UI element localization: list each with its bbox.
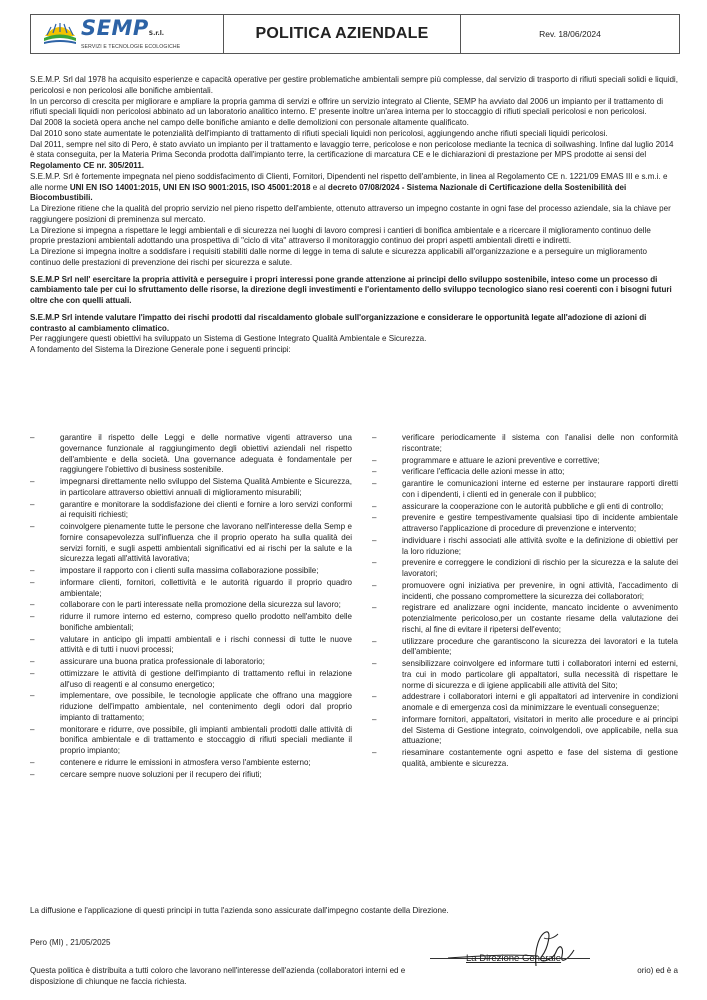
paragraph-requirements: La Direzione si impegna inoltre a soddisfare i requisiti stabiliti dalle norme di legge in tema di salute e sicurezza applicabili all'organizzazione e a perseguire un miglioramento continuo delle prestazioni di prevenzione dei rischi per sicurezza e salute. — [30, 247, 648, 267]
principle-text: prevenire e correggere le condizioni di rischio per la sicurezza e la salute dei lavoratori; — [402, 558, 678, 578]
distribution-line-2: disposizione di chiunque ne faccia richiesta. — [30, 976, 187, 986]
principle-text: informare clienti, fornitori, collettività e le autorità riguardo il proprio quadro ambientale; — [60, 577, 352, 598]
bullet-dash: – — [30, 724, 35, 734]
principle-text: assicurare la cooperazione con le autorità pubbliche e gli enti di controllo; — [402, 501, 664, 511]
principle-item — [372, 748, 678, 770]
bullet-dash: – — [30, 634, 35, 644]
principle-item — [30, 433, 352, 476]
principle-item — [372, 659, 678, 691]
distribution-line-1: Questa politica è distribuita a tutti coloro che lavorano nell'interesse dell'azienda (collaboratori interni ed e — [30, 966, 406, 975]
principle-item — [372, 558, 678, 580]
principle-item — [30, 669, 352, 691]
paragraph-climate: S.E.M.P Srl intende valutare l'impatto dei rischi prodotti dal riscaldamento globale sull'organizzazione e considerare le opportunità legate all'adozione di azioni di contrasto al cambiamento climatico. — [30, 312, 647, 333]
paragraph-system: Per raggiungere questi obiettivi ha sviluppato un Sistema di Gestione Integrato Qualità Ambientale e Sicurezza. — [30, 334, 427, 344]
bullet-dash: – — [372, 513, 377, 523]
sun-leaf-icon — [43, 22, 77, 46]
principle-item — [372, 479, 678, 501]
principle-text: registrare ed analizzare ogni incidente, mancato incidente o avvenimento potenzialmente pericoloso,per un costante riesame della valutazione dei rischi, al fine di evitare il ripetersi dell'evento; — [402, 603, 678, 634]
principle-item — [372, 536, 678, 558]
bullet-dash: – — [30, 577, 35, 587]
principle-text: collaborare con le parti interessate nella promozione della sicurezza sul lavoro; — [60, 600, 341, 610]
bullet-dash: – — [30, 657, 35, 666]
principle-text: informare fornitori, appaltatori, visitatori in merito alle procedure e ai principi del Sistema di Gestione integrato, coinvolgendoli, ove applicabile, nella sua attuazione; — [402, 714, 678, 746]
revision-label: Rev. 18/06/2024 — [539, 29, 601, 39]
principle-text: verificare l'efficacia delle azioni messe in atto; — [402, 467, 565, 477]
bullet-dash: – — [30, 757, 35, 767]
paragraph-history: S.E.M.P. Srl dal 1978 ha acquisito esperienze e capacità operative per gestire problematiche ambientali sempre più complesse, dal servizio di trasporto di rifiuti speciali solidi e liquidi, pericolosi e non pericolosi alle bonifiche ambientali. — [30, 75, 678, 95]
paragraph-2010: Dal 2010 sono state aumentate le potenzialità dell'impianto di trattamento di rifiuti speciali liquidi non pericolosi, aggiungendo anche rifiuti speciali liquidi pericolosi. — [30, 128, 608, 138]
bullet-dash: – — [30, 477, 35, 486]
principle-text: riesaminare costantemente ogni aspetto e fase del sistema di gestione qualità, ambiente e sicurezza. — [402, 748, 678, 768]
principle-item — [372, 692, 678, 714]
principle-item — [372, 456, 678, 467]
principle-text: ottimizzare le attività di gestione dell'impianto di trattamento reflui in relazione all'uso di reagenti e al consumo energetico; — [60, 668, 352, 689]
principle-item — [372, 637, 678, 659]
principle-text: ridurre il rumore interno ed esterno, compreso quello prodotto nell'ambito delle bonifiche ambientali; — [60, 612, 352, 632]
bullet-dash: – — [372, 501, 377, 511]
distribution-line-1-end: orio) ed è a — [637, 966, 678, 975]
bullet-dash: – — [30, 566, 35, 575]
principle-text: contenere e ridurre le emissioni in atmosfera verso l'ambiente esterno; — [60, 757, 311, 767]
bullet-dash: – — [30, 499, 35, 509]
closing-statement: La diffusione e l'applicazione di questi principi in tutta l'azienda sono assicurate dall'impegno costante della Direzione. — [30, 906, 449, 915]
bullet-dash: – — [30, 691, 35, 701]
principle-text: garantire e monitorare la soddisfazione dei clienti e fornire a loro servizi conformi ai requisiti richiesti; — [60, 499, 352, 520]
principle-item — [372, 513, 678, 535]
bullet-dash: – — [372, 479, 377, 488]
bullet-dash: – — [372, 636, 377, 646]
bullet-dash: – — [372, 659, 377, 668]
principle-text: monitorare e ridurre, ove possibile, gli impianti ambientali prodotti dalle attività di bonifica ambientale e di trattamento e stoccaggio di rifiuti speciali mediante il proprio impianto; — [60, 724, 352, 755]
bullet-dash: – — [372, 535, 377, 545]
principle-item — [372, 433, 678, 455]
principle-text: prevenire e gestire tempestivamente qualsiasi tipo di incidente ambientale attraverso l'applicazione di procedure di prevenzione e intervento; — [402, 513, 678, 533]
bullet-dash: – — [372, 558, 377, 568]
bullet-dash: – — [372, 455, 377, 465]
document-title: POLITICA AZIENDALE — [224, 15, 461, 53]
bullet-dash: – — [30, 769, 35, 779]
bullet-dash: – — [372, 748, 377, 757]
principle-item — [30, 566, 352, 577]
bullet-dash: – — [30, 522, 35, 531]
principle-text: implementare, ove possibile, le tecnologie applicate che offrano una maggiore riduzione dell'impatto ambientale, nel contenimento degli odori dal proprio impianto di trattamento; — [60, 691, 352, 722]
paragraph-laws: La Direzione si impegna a rispettare le leggi ambientali e di sicurezza nei luoghi di lavoro compresi i cantieri di bonifica ambientale e a ricercare il miglioramento continuo delle proprie prestazioni ambientali adottando una prospettiva di "ciclo di vita" attraverso il monitoraggio continuo dei propri aspetti ambientali diretti e indiretti. — [30, 225, 651, 246]
bullet-dash: – — [372, 433, 377, 442]
principle-item — [372, 715, 678, 747]
logo-cell — [31, 15, 224, 53]
policy-body — [30, 75, 678, 356]
principle-item — [30, 725, 352, 757]
principles-left-column — [30, 433, 352, 781]
principle-text: promuovere ogni iniziativa per prevenire, in ogni attività, l'accadimento di incidenti, che possano compromettere la sicurezza dei collaboratori; — [402, 580, 678, 601]
paragraph-sustainability: S.E.M.P Srl nell' esercitare la propria attività e perseguire i propri interessi pone grande attenzione ai principi dello sviluppo sostenibile, inteso come un processo di cambiamento tale per cui lo sfruttamento delle risorse, la direzione degli investimenti e l'orientamento dello sviluppo tecnologico siano resi coerenti con i bisogni futuri oltre che con quelli attuali. — [30, 274, 672, 305]
principle-item — [30, 612, 352, 634]
principle-item — [372, 581, 678, 603]
principle-item — [372, 603, 678, 635]
principle-text: impegnarsi direttamente nello sviluppo del Sistema Qualità Ambiente e Sicurezza, in particolare attraverso obiettivi annuali di miglioramento misurabili; — [60, 477, 352, 497]
bullet-dash: – — [372, 580, 377, 590]
signature-label: La Direzione Generale — [466, 953, 562, 964]
principle-text: programmare e attuare le azioni preventive e correttive; — [402, 455, 600, 465]
principle-text: verificare periodicamente il sistema con l'analisi delle non conformità riscontrate; — [402, 433, 678, 453]
principle-text: assicurare una buona pratica professionale di laboratorio; — [60, 657, 265, 666]
logo-tagline: SERVIZI E TECNOLOGIE ECOLOGICHE — [81, 43, 181, 50]
principle-text: addestrare i collaboratori interni e gli appaltatori ad intervenire in condizioni anomale e di emergenza così da minimizzare le eventuali conseguenze; — [402, 692, 678, 712]
principle-item — [372, 467, 678, 478]
paragraph-growth: In un percorso di crescita per migliorare e ampliare la propria gamma di servizi e offrire un servizio integrato al Cliente, SEMP ha avviato dal 2006 un impianto per il trattamento di rifiuti speciali liquidi non pericolosi abbinato ad un laboratorio analitico interno. E' presente inoltre un'area interna per lo stoccaggio di rifiuti speciali pericolosi e non pericolosi. — [30, 96, 664, 117]
principle-item — [30, 477, 352, 499]
bullet-dash: – — [372, 467, 377, 477]
principle-text: valutare in anticipo gli impatti ambientali e i rischi connessi di tutte le nuove attività e di tutti i nuovi processi; — [60, 634, 352, 655]
paragraph-asbestos: Dal 2008 la società opera anche nel campo delle bonifiche amianto e delle demolizioni con personale altamente qualificato. — [30, 118, 469, 127]
principle-item — [30, 758, 352, 769]
principle-text: individuare i rischi associati alle attività svolte e la definizione di obiettivi per la loro riduzione; — [402, 535, 678, 556]
principle-text: garantire le comunicazioni interne ed esterne per instaurare rapporti diretti con i dipendenti, i clienti ed in generale con il pubblico; — [402, 479, 678, 499]
principle-item — [30, 657, 352, 668]
bullet-dash: – — [372, 714, 377, 724]
principle-item — [30, 770, 352, 781]
distribution-note — [30, 966, 678, 988]
principle-text: cercare sempre nuove soluzioni per il recupero dei rifiuti; — [60, 769, 262, 779]
paragraph-quality: La Direzione ritiene che la qualità del proprio servizio nel pieno rispetto dell'ambiente, ottenuto attraverso un impegno costante in ogni fase del processo aziendale, sia la chiave per raggiungere posizioni di preminenza sul mercato. — [30, 204, 671, 224]
principle-text: impostare il rapporto con i clienti sulla massima collaborazione possibile; — [60, 566, 319, 575]
principle-item — [30, 635, 352, 657]
bullet-dash: – — [30, 433, 35, 442]
paragraph-certifications: S.E.M.P. Srl è fortemente impegnata nel pieno soddisfacimento di Clienti, Fornitori, Dipendenti nel rispetto dell'ambiente, in linea al Regolamento CE n. 1221/09 EMAS III e s.m.i. e alle norme UNI EN ISO 14001:2015, UNI EN ISO 9001:2015, ISO 45001:2018 e al decreto 07/08/2024 - Sistema Nazionale di Certificazione della Sostenibilità dei Biocombustibili. — [30, 171, 668, 203]
principle-item — [30, 522, 352, 565]
principle-text: sensibilizzare coinvolgere ed informare tutti i collaboratori interni ed esterni, tra cui in modo particolare gli appaltatori, sulla necessità di rispettare le norme di sicurezza e di igiene applicabili alle attività del Sito; — [402, 659, 678, 690]
place-date: Pero (MI) , 21/05/2025 — [30, 938, 111, 947]
logo-wordmark: SEMPS.r.l. — [81, 15, 165, 40]
bullet-dash: – — [30, 600, 35, 610]
paragraph-soilwashing: Dal 2011, sempre nel sito di Pero, è stato avviato un impianto per il trattamento e lavaggio terre, pericolose e non pericolose mediante la tecnica di soilwashing. Infine dal luglio 2014 è stata conseguita, per la Materia Prima Seconda prodotta dall'impianto terre, la certificazione di marcatura CE e le dichiarazioni di prestazione per MPS prodotte ai sensi del Regolamento CE nr. 305/2011. — [30, 139, 674, 170]
principles-right-column — [372, 433, 678, 771]
principle-item — [372, 502, 678, 513]
principle-item — [30, 600, 352, 611]
bullet-dash: – — [372, 603, 377, 613]
company-logo — [43, 15, 181, 50]
bullet-dash: – — [372, 692, 377, 702]
principle-item — [30, 500, 352, 522]
bullet-dash: – — [30, 668, 35, 678]
principle-item — [30, 691, 352, 723]
document-header — [30, 14, 680, 54]
principle-text: garantire il rispetto delle Leggi e delle normative vigenti attraverso una governance funzionale al raggiungimento degli obiettivi aziendali nel rispetto dell'ambiente e della società. Una governance adeguata è fondamentale per raggiungere l'obiettivo di business sostenibile. — [60, 433, 352, 475]
paragraph-principles-intro: A fondamento del Sistema la Direzione Generale pone i seguenti principi: — [30, 345, 291, 354]
principle-item — [30, 578, 352, 600]
bullet-dash: – — [30, 612, 35, 621]
principle-text: utilizzare procedure che garantiscono la sicurezza dei lavoratori e la tutela dell'ambiente; — [402, 636, 678, 657]
principle-text: coinvolgere pienamente tutte le persone che lavorano nell'interesse della Semp e fornire consapevolezza sull'influenza che il proprio operato ha sulla qualità dei servizi forniti, e sugli aspetti ambientali significativi ed ai rischi per la salute e la sicurezza legati all'attività lavorativa; — [60, 522, 352, 564]
